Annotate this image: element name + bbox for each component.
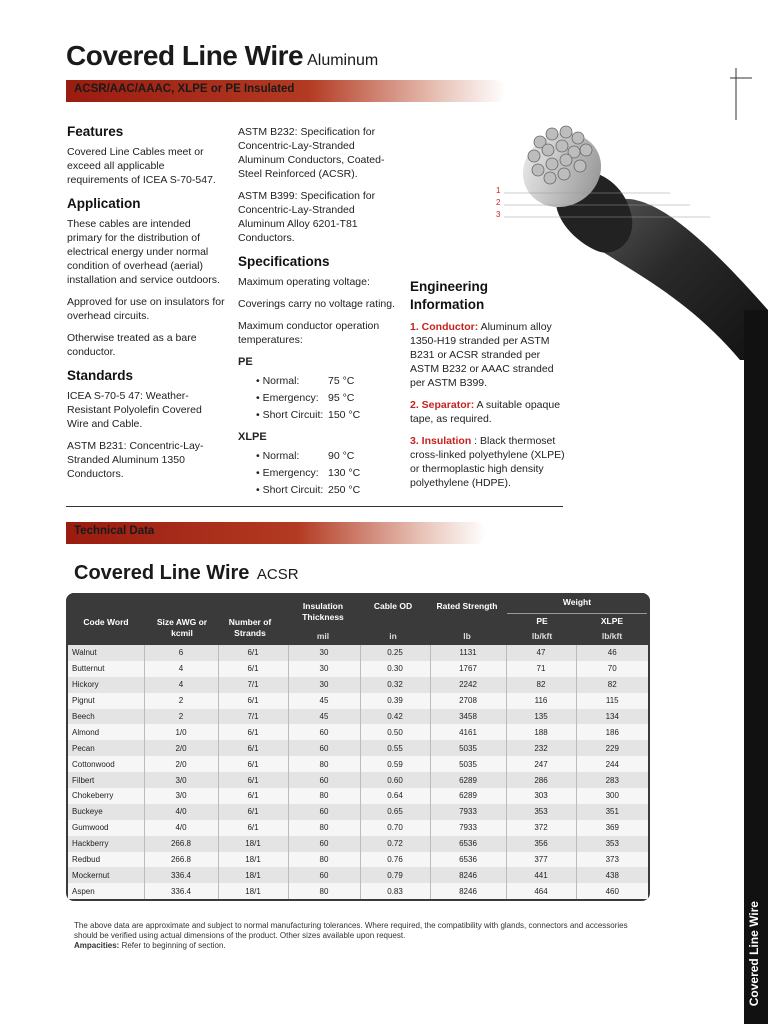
header-strands: Number of Strands: [228, 617, 272, 638]
callout-label-3: 3: [496, 210, 501, 219]
cell-strands: 18/1: [218, 867, 288, 883]
engineering-text: A suitable opaque tape, as required.: [410, 399, 561, 425]
table-row: [68, 883, 648, 899]
cell-size: 3/0: [144, 788, 218, 804]
table-row: [68, 756, 648, 772]
cell-weight-xlpe: 115: [576, 693, 648, 709]
cell-size: 4: [144, 661, 218, 677]
table-row: [68, 740, 648, 756]
temp-name: Emergency:: [262, 392, 319, 404]
header-code-word: Code Word: [83, 617, 129, 627]
cell-strands: 6/1: [218, 820, 288, 836]
cell-size: 2: [144, 693, 218, 709]
technical-data-table: [66, 593, 650, 901]
temp-value: 250 °C: [328, 484, 361, 496]
temp-name: Short Circuit:: [262, 484, 324, 496]
cell-insulation: 45: [288, 709, 360, 725]
engineering-text: : Black thermoset cross-linked polyethylene (XLPE) or thermoplastic high density polyethylene (HDPE).: [410, 435, 565, 489]
table-title-suffix: ACSR: [256, 566, 299, 583]
cell-strands: 6/1: [218, 645, 288, 661]
cell-code: Almond: [68, 724, 144, 740]
specifications-heading: Specifications: [238, 254, 330, 269]
cell-code: Pecan: [68, 740, 144, 756]
cell-weight-xlpe: 46: [576, 645, 648, 661]
temp-name: Normal:: [262, 375, 300, 387]
table-body: [68, 645, 648, 899]
temp-name: Short Circuit:: [262, 409, 324, 421]
cell-insulation: 60: [288, 836, 360, 852]
cell-size: 1/0: [144, 724, 218, 740]
spec-no-rating: Coverings carry no voltage rating.: [238, 298, 395, 310]
spec-pe-label: PE: [238, 356, 253, 368]
table-header: [66, 593, 650, 645]
standard-astm-b232: ASTM B232: Specification for Concentric-Lay-Stranded Aluminum Conductors, Coated-Steel Reinforced (ACSR).: [238, 126, 385, 180]
cell-weight-pe: 286: [506, 772, 576, 788]
side-tab: [744, 310, 768, 1024]
cell-cable-od: 0.30: [360, 661, 430, 677]
cell-code: Beech: [68, 709, 144, 725]
table-notes: [74, 921, 634, 951]
cell-weight-pe: 232: [506, 740, 576, 756]
engineering-label: 3. Insulation: [410, 435, 472, 447]
section-divider: [66, 506, 563, 507]
cell-weight-pe: 135: [506, 709, 576, 725]
cell-weight-xlpe: 353: [576, 836, 648, 852]
table-row: [68, 852, 648, 868]
cell-rated-strength: 5035: [430, 740, 506, 756]
callout-label-2: 2: [496, 198, 501, 207]
cell-weight-pe: 47: [506, 645, 576, 661]
cell-insulation: 80: [288, 883, 360, 899]
features-heading: Features: [67, 124, 124, 139]
temp-value: 130 °C: [328, 467, 361, 479]
cell-insulation: 60: [288, 867, 360, 883]
standard-astm-b231: ASTM B231: Concentric-Lay-Stranded Aluminum 1350 Conductors.: [67, 440, 204, 480]
cable-illustration: [490, 60, 768, 360]
ampacities-label: Ampacities:: [74, 941, 120, 950]
cell-weight-pe: 188: [506, 724, 576, 740]
cell-rated-strength: 7933: [430, 820, 506, 836]
cell-cable-od: 0.79: [360, 867, 430, 883]
cell-weight-xlpe: 134: [576, 709, 648, 725]
cell-rated-strength: 2242: [430, 677, 506, 693]
cell-rated-strength: 3458: [430, 709, 506, 725]
cell-rated-strength: 6536: [430, 852, 506, 868]
cell-weight-xlpe: 229: [576, 740, 648, 756]
table-note-text: The above data are approximate and subject to normal manufacturing tolerances. Where required, the compatibility with glands, connectors and accessories should be verified using actual dimensions of the product. Other sizes available upon request.: [74, 921, 628, 940]
spec-pe-short-circuit: • Short Circuit: 150 °C: [256, 407, 400, 424]
cell-size: 336.4: [144, 883, 218, 899]
cell-weight-xlpe: 438: [576, 867, 648, 883]
cell-rated-strength: 6536: [430, 836, 506, 852]
cell-insulation: 80: [288, 788, 360, 804]
engineering-label: 1. Conductor:: [410, 321, 479, 333]
cell-insulation: 60: [288, 740, 360, 756]
engineering-separator: [410, 398, 570, 426]
cell-weight-xlpe: 82: [576, 677, 648, 693]
cell-code: Aspen: [68, 883, 144, 899]
table-title: [74, 562, 299, 585]
cell-weight-xlpe: 460: [576, 883, 648, 899]
page-title-main: Covered Line Wire: [66, 40, 304, 71]
temp-name: Emergency:: [262, 467, 319, 479]
cell-size: 4/0: [144, 820, 218, 836]
header-weight-rule: [507, 613, 647, 614]
spec-xlpe-normal: • Normal: 90 °C: [256, 448, 400, 465]
cell-cable-od: 0.39: [360, 693, 430, 709]
cell-insulation: 60: [288, 724, 360, 740]
table-title-main: Covered Line Wire: [74, 562, 250, 584]
cell-rated-strength: 1767: [430, 661, 506, 677]
application-text-2: Approved for use on insulators for overhead circuits.: [67, 296, 225, 322]
cell-cable-od: 0.42: [360, 709, 430, 725]
header-cable-od: Cable OD: [373, 601, 413, 611]
cell-cable-od: 0.50: [360, 724, 430, 740]
cell-strands: 18/1: [218, 883, 288, 899]
cell-weight-pe: 116: [506, 693, 576, 709]
cell-strands: 7/1: [218, 677, 288, 693]
cell-rated-strength: 4161: [430, 724, 506, 740]
cell-insulation: 30: [288, 645, 360, 661]
side-tab-label: Covered Line Wire: [747, 900, 761, 1006]
table-row: [68, 677, 648, 693]
engineering-text: Aluminum alloy 1350-H19 stranded per ASTM B231 or ACSR stranded per ASTM B232 or AAAC stranded per ASTM B399.: [410, 321, 554, 389]
cell-weight-xlpe: 300: [576, 788, 648, 804]
header-cable-od-unit: in: [389, 631, 397, 641]
table-row: [68, 693, 648, 709]
cell-code: Chokeberry: [68, 788, 144, 804]
cell-cable-od: 0.76: [360, 852, 430, 868]
cell-size: 2: [144, 709, 218, 725]
cell-code: Cottonwood: [68, 756, 144, 772]
spec-xlpe-short-circuit: • Short Circuit: 250 °C: [256, 482, 400, 499]
temp-value: 75 °C: [328, 375, 355, 387]
cell-rated-strength: 6289: [430, 788, 506, 804]
cell-rated-strength: 8246: [430, 867, 506, 883]
cell-weight-xlpe: 369: [576, 820, 648, 836]
header-weight: Weight: [562, 597, 592, 607]
header-pe-unit: lb/kft: [531, 631, 553, 641]
standard-astm-b399: ASTM B399: Specification for Concentric-Lay-Stranded Aluminum Alloy 6201-T81 Conductors.: [238, 190, 376, 244]
cell-insulation: 80: [288, 756, 360, 772]
cell-size: 266.8: [144, 852, 218, 868]
cell-code: Walnut: [68, 645, 144, 661]
cell-size: 2/0: [144, 756, 218, 772]
table-row: [68, 804, 648, 820]
engineering-heading-line1: Engineering: [410, 279, 489, 294]
cell-strands: 6/1: [218, 740, 288, 756]
cell-size: 4/0: [144, 804, 218, 820]
cell-strands: 6/1: [218, 724, 288, 740]
subtitle-banner-text: ACSR/AAC/AAAC, XLPE or PE Insulated: [74, 83, 295, 95]
cell-insulation: 30: [288, 661, 360, 677]
cell-strands: 6/1: [218, 661, 288, 677]
cell-rated-strength: 8246: [430, 883, 506, 899]
cell-cable-od: 0.60: [360, 772, 430, 788]
header-insulation-unit: mil: [316, 631, 330, 641]
cell-size: 266.8: [144, 836, 218, 852]
standards-heading: Standards: [67, 368, 134, 383]
cell-strands: 6/1: [218, 804, 288, 820]
spec-max-temp: Maximum conductor operation temperatures:: [238, 320, 380, 346]
cell-code: Filbert: [68, 772, 144, 788]
cell-size: 3/0: [144, 772, 218, 788]
cell-weight-pe: 356: [506, 836, 576, 852]
page-title: [66, 40, 378, 72]
cell-strands: 6/1: [218, 772, 288, 788]
subtitle-banner: [66, 80, 506, 102]
header-pe: PE: [536, 616, 548, 626]
cell-insulation: 80: [288, 820, 360, 836]
cell-size: 6: [144, 645, 218, 661]
header-rated-strength: Rated Strength: [436, 601, 498, 611]
table-row: [68, 645, 648, 661]
cell-code: Redbud: [68, 852, 144, 868]
cell-rated-strength: 7933: [430, 804, 506, 820]
cell-weight-pe: 71: [506, 661, 576, 677]
spec-xlpe-emergency: • Emergency: 130 °C: [256, 465, 400, 482]
spec-pe-emergency: • Emergency: 95 °C: [256, 390, 400, 407]
cell-cable-od: 0.55: [360, 740, 430, 756]
cell-insulation: 60: [288, 772, 360, 788]
column-left: [67, 125, 225, 489]
cell-weight-xlpe: 186: [576, 724, 648, 740]
spec-pe-normal: • Normal: 75 °C: [256, 373, 400, 390]
spec-xlpe-label: XLPE: [238, 431, 267, 443]
cell-cable-od: 0.59: [360, 756, 430, 772]
cell-size: 2/0: [144, 740, 218, 756]
cell-strands: 7/1: [218, 709, 288, 725]
cell-code: Hickory: [68, 677, 144, 693]
cell-cable-od: 0.65: [360, 804, 430, 820]
cell-rated-strength: 2708: [430, 693, 506, 709]
cell-cable-od: 0.72: [360, 836, 430, 852]
cell-strands: 18/1: [218, 852, 288, 868]
temp-value: 90 °C: [328, 450, 355, 462]
cell-weight-xlpe: 373: [576, 852, 648, 868]
cell-strands: 18/1: [218, 836, 288, 852]
cell-rated-strength: 1131: [430, 645, 506, 661]
cell-code: Buckeye: [68, 804, 144, 820]
cell-size: 4: [144, 677, 218, 693]
cell-insulation: 80: [288, 852, 360, 868]
header-size: Size AWG or kcmil: [156, 617, 208, 638]
ampacities-note: [74, 941, 634, 951]
table-row: [68, 709, 648, 725]
header-xlpe: XLPE: [600, 616, 624, 626]
cell-weight-pe: 441: [506, 867, 576, 883]
standard-icea: ICEA S-70-5 47: Weather-Resistant Polyolefin Covered Wire and Cable.: [67, 390, 202, 430]
cell-weight-xlpe: 283: [576, 772, 648, 788]
table-row: [68, 867, 648, 883]
cell-weight-pe: 353: [506, 804, 576, 820]
cell-code: Hackberry: [68, 836, 144, 852]
technical-data-banner-text: Technical Data: [74, 525, 155, 537]
header-insulation: Insulation Thickness: [302, 601, 344, 622]
header-xlpe-unit: lb/kft: [601, 631, 623, 641]
table-row: [68, 788, 648, 804]
cell-weight-pe: 303: [506, 788, 576, 804]
header-rated-unit: lb: [463, 631, 471, 641]
cell-weight-xlpe: 70: [576, 661, 648, 677]
application-text-1: These cables are intended primary for the distribution of electrical energy under normal condition of overhead (aerial) installation and service outdoors.: [67, 218, 220, 286]
page-title-suffix: Aluminum: [307, 52, 379, 69]
cell-insulation: 45: [288, 693, 360, 709]
application-text-3: Otherwise treated as a bare conductor.: [67, 332, 197, 358]
engineering-insulation: [410, 434, 570, 490]
application-heading: Application: [67, 196, 141, 211]
cell-code: Gumwood: [68, 820, 144, 836]
cell-weight-pe: 377: [506, 852, 576, 868]
callout-label-1: 1: [496, 186, 501, 195]
cell-weight-pe: 247: [506, 756, 576, 772]
cell-size: 336.4: [144, 867, 218, 883]
column-middle: [238, 125, 400, 499]
cell-strands: 6/1: [218, 788, 288, 804]
table-row: [68, 661, 648, 677]
cell-code: Mockernut: [68, 867, 144, 883]
cell-strands: 6/1: [218, 693, 288, 709]
cell-weight-pe: 464: [506, 883, 576, 899]
temp-name: Normal:: [262, 450, 300, 462]
cell-code: Butternut: [68, 661, 144, 677]
spec-max-voltage: Maximum operating voltage:: [238, 276, 370, 288]
cell-cable-od: 0.25: [360, 645, 430, 661]
features-text: Covered Line Cables meet or exceed all applicable requirements of ICEA S-70-547.: [67, 146, 216, 186]
table-row: [68, 724, 648, 740]
temp-value: 150 °C: [328, 409, 361, 421]
table-row: [68, 836, 648, 852]
table-row: [68, 772, 648, 788]
ampacities-text: Refer to beginning of section.: [119, 941, 226, 950]
cell-rated-strength: 5035: [430, 756, 506, 772]
cell-cable-od: 0.70: [360, 820, 430, 836]
technical-data-banner: [66, 522, 486, 544]
cell-insulation: 30: [288, 677, 360, 693]
cell-insulation: 60: [288, 804, 360, 820]
engineering-label: 2. Separator:: [410, 399, 475, 411]
cell-cable-od: 0.64: [360, 788, 430, 804]
cell-rated-strength: 6289: [430, 772, 506, 788]
cell-code: Pignut: [68, 693, 144, 709]
temp-value: 95 °C: [328, 392, 355, 404]
cell-cable-od: 0.83: [360, 883, 430, 899]
cell-weight-xlpe: 351: [576, 804, 648, 820]
cell-cable-od: 0.32: [360, 677, 430, 693]
cell-weight-pe: 82: [506, 677, 576, 693]
table-row: [68, 820, 648, 836]
cell-strands: 6/1: [218, 756, 288, 772]
cell-weight-xlpe: 244: [576, 756, 648, 772]
cell-weight-pe: 372: [506, 820, 576, 836]
engineering-heading-line2: Information: [410, 297, 485, 312]
